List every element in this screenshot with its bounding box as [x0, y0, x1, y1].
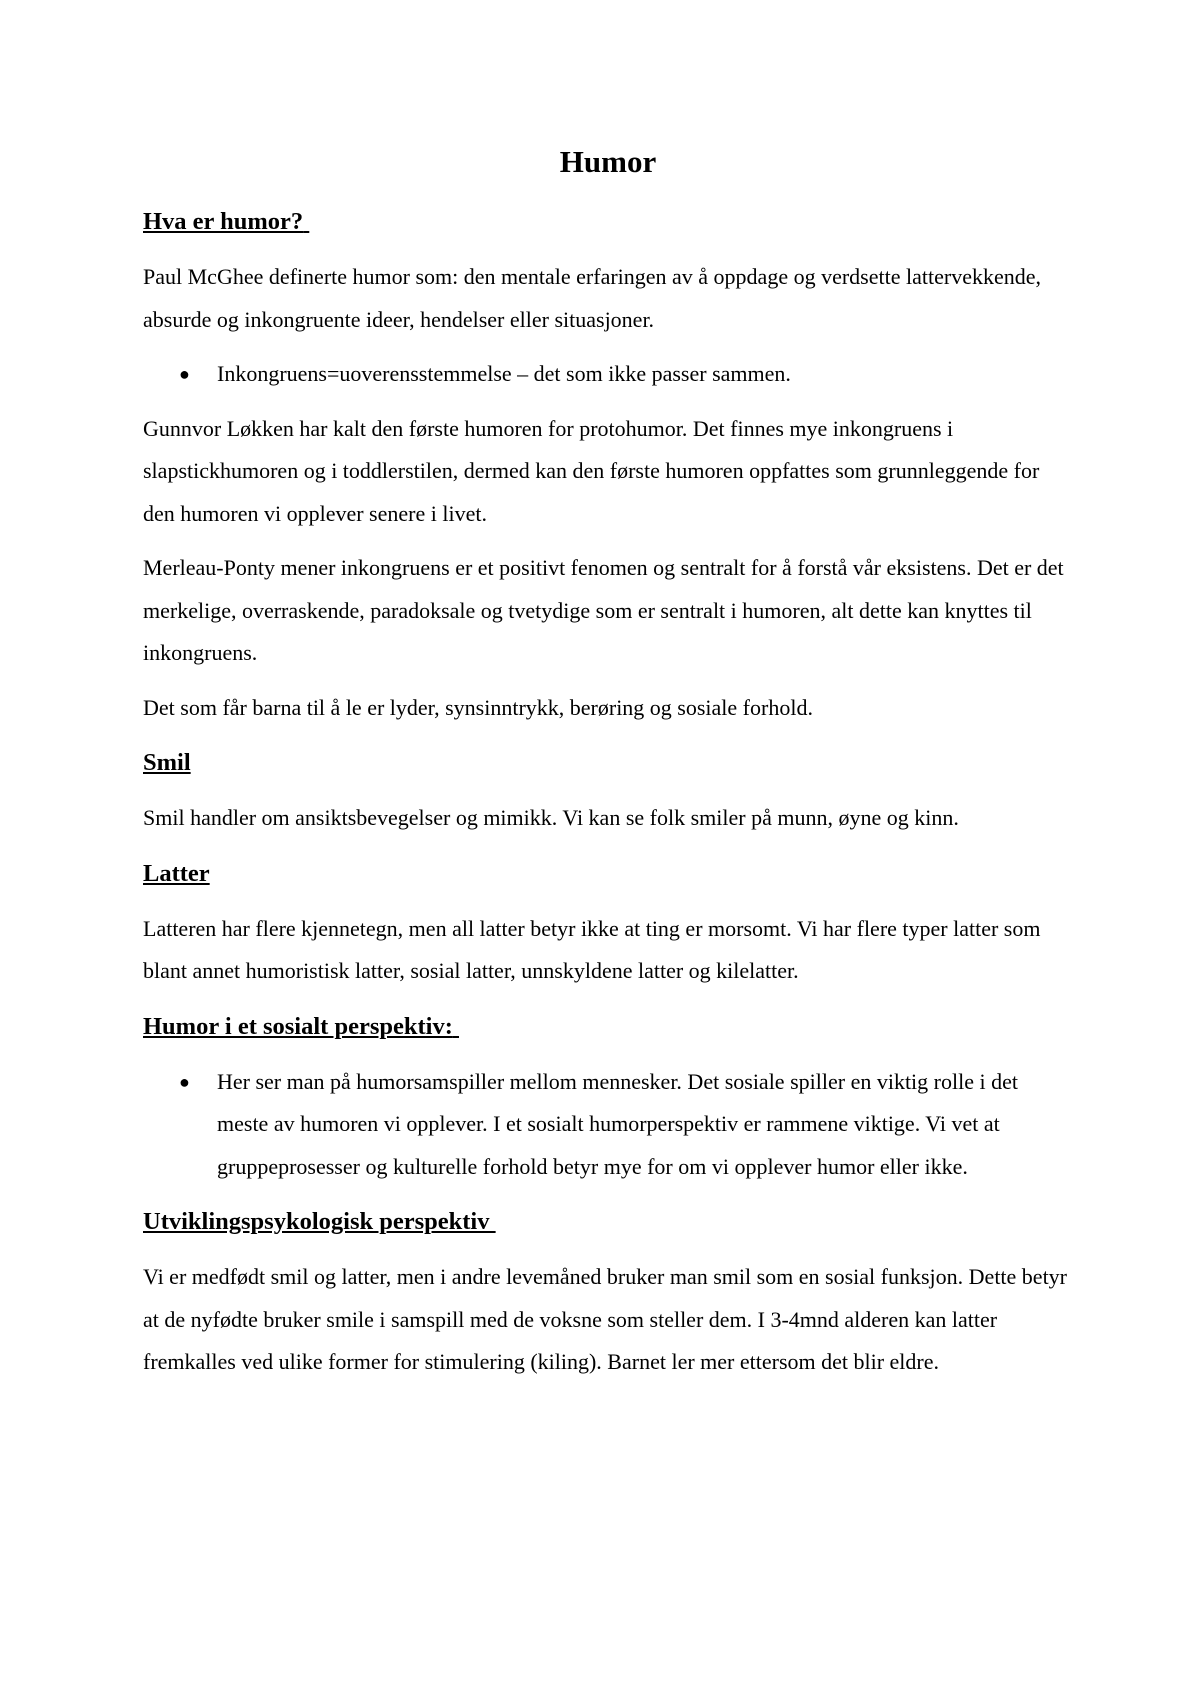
list-item: [179, 1061, 1073, 1189]
paragraph-latter: Latteren har flere kjennetegn, men all latter betyr ikke at ting er morsomt. Vi har flere typer latter som blant annet humoristisk latter, sosial latter, unnskyldene latter og kilelatter.: [143, 915, 1041, 983]
bullet-list-sosialt: [143, 1061, 1073, 1189]
paragraph-barna-le: Det som får barna til å le er lyder, synsinntrykk, berøring og sosiale forhold.: [143, 694, 813, 720]
paragraph-smil: Smil handler om ansiktsbevegelser og mimikk. Vi kan se folk smiler på munn, øyne og kinn.: [143, 805, 959, 830]
list-item-text: Her ser man på humorsamspiller mellom mennesker. Det sosiale spiller en viktig rolle i det meste av humoren vi opplever. I et sosialt humorperspektiv er rammene viktige. Vi vet at gruppeprosesser og kulturelle forhold betyr mye for om vi opplever humor eller ikke.: [217, 1068, 1018, 1179]
heading-sosialt-perspektiv: [143, 1007, 1073, 1049]
paragraph-mcghee-definition: Paul McGhee definerte humor som: den mentale erfaringen av å oppdage og verdsette lattervekkende, absurde og inkongruente ideer, hendelser eller situasjoner.: [143, 264, 1041, 332]
paragraph-merleau-ponty: Merleau-Ponty mener inkongruens er et positivt fenomen og sentralt for å forstå vår eksistens. Det er det merkelige, overraskende, paradoksale og tvetydige som er sentralt i humoren, alt dette kan knyttes til inkongruens.: [143, 555, 1064, 665]
document-title: Humor: [559, 144, 657, 179]
paragraph-protohumor: Gunnvor Løkken har kalt den første humoren for protohumor. Det finnes mye inkongruens i slapstickhumoren og i toddlerstilen, dermed kan den første humoren oppfattes som grunnleggende for den humoren vi opplever senere i livet.: [143, 415, 1040, 526]
bullet-list-inkongruens: [143, 353, 1073, 396]
heading-utviklingspsykologisk: [143, 1202, 1073, 1244]
heading-smil: Smil: [143, 749, 191, 776]
heading-text: Hva er humor?: [143, 208, 304, 235]
paragraph-utvikling: Vi er medfødt smil og latter, men i andre levemåned bruker man smil som en sosial funksjon. Dette betyr at de nyfødte bruker smile i samspill med de voksne som steller dem. I 3-4mnd alderen kan latter fremkalles ved ulike former for stimulering (kiling). Barnet ler mer ettersom det blir eldre.: [143, 1264, 1068, 1374]
list-item-text: Inkongruens=uoverensstemmelse – det som ikke passer sammen.: [217, 361, 791, 386]
bullet-icon: ●: [179, 1071, 190, 1092]
heading-latter: Latter: [143, 859, 210, 887]
heading-text: Humor i et sosialt perspektiv:: [143, 1012, 453, 1040]
heading-text: Utviklingspsykologisk perspektiv: [143, 1208, 490, 1235]
bullet-icon: ●: [179, 364, 190, 384]
list-item: [179, 353, 1073, 396]
document-page: [143, 138, 1073, 1384]
heading-hva-er-humor: [143, 202, 1073, 244]
